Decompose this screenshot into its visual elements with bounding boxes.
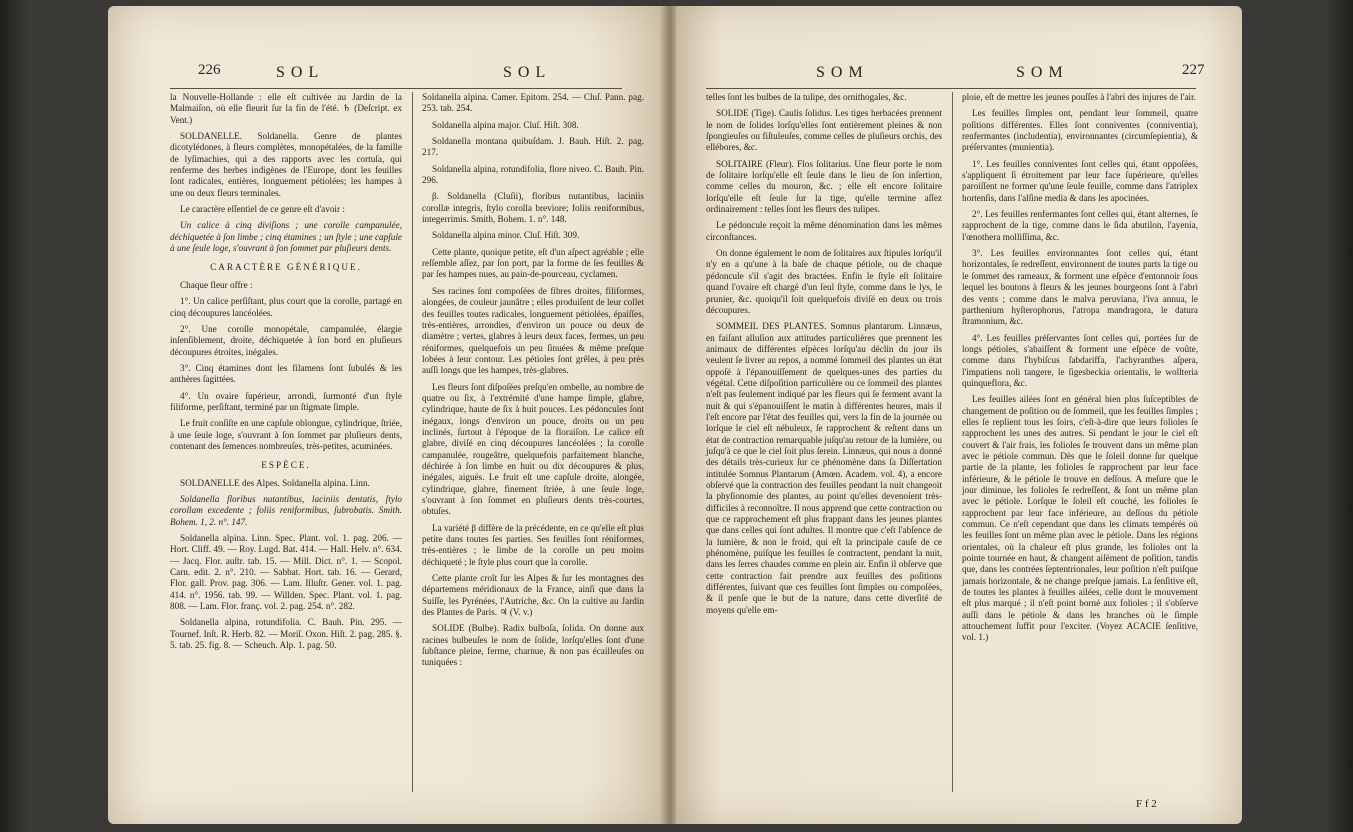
left-page [108,6,664,824]
text-column-right [422,92,644,674]
entry-sommeil-des-plantes: SOMMEIL DES PLANTES. Somnus plantarum. Linnæus, en faiſant alluſion aux attitudes particulières que prennent les animaux de différentes eſpèces lorſqu'au déclin du jour ils veulent ſe livrer au repos, a nommé ſommeil des plantes un état oppoſé à l'épanouiſſement de quelques-unes des parties du végétal. Cette diſpoſition particulière ou ce ſommeil des plantes n'eſt pas ſeulement indiqué par les fleurs qui ſe ferment avant la nuit & qui s'épanouiſſent le matin à différentes heures, mais il l'eſt encore par l'état des feuilles qui, vers la fin de la journée ou lorſque le ciel eſt nébuleux, ſe rapprochent & reſtent dans un état de contraction remarquable juſqu'au retour de la lumière, ou juſqu'à ce que le ciel ſoit plus ſerein. Linnæus, qui nous a donné des détails très-curieux ſur ce phénomène dans ſa Diſſertation intitulée Somnus Plantarum (Amœn. Academ. vol. 4), a encore obſervé que la contraction des feuilles pendant la nuit changeoit la phyſionomie des plantes, au point qu'elles devenoient très-difficiles à reconnoître. Il nous apprend que cette contraction ou que ce rapprochement eſt plus frappant dans les jeunes plantes que dans celles qui ſont adultes. Il montre que c'eſt l'abſence de la lumière, & non le froid, qui eſt la principale cauſe de ce phénomène, puiſque les feuilles ſe contractent, pendant la nuit, dans les ſerres chaudes comme en plein air. Enfin il obſerve que cette contraction fait prendre aux feuilles des poſitions différentes, ſuivant que ces feuilles ſont ſimples ou compoſées, & il penſe que le but de la nature, dans cette diverſité de moyens qu'elle em- [706,321,942,615]
column-rule [412,92,413,792]
section-heading: ESPÈCE. [261,460,311,471]
paragraph: Soldanella alpina. Camer. Epitom. 254. — Cluſ. Pann. pag. 253. tab. 254. [422,92,644,114]
paragraph: Soldanella alpina major. Cluſ. Hiſt. 308. [432,119,579,130]
paragraph: 1°. Un calice perſiſtant, plus court que la corolle, partagé en cinq découpures lancéolées. [170,296,402,318]
paragraph: 3°. Cinq étamines dont les filamens ſont ſubulés & les anthères ſagittées. [170,362,402,385]
section-heading: CARACTÈRE GÉNÉRIQUE. [210,262,362,273]
paragraph: 2°. Les feuilles renfermantes ſont celles qui, étant alternes, ſe rapprochent de la tige, comme dans le ſida abutilon, l'ayenia, l'œnothera molliſſima, &c. [962,209,1198,242]
paragraph: Les feuilles ſimples ont, pendant leur ſommeil, quatre poſitions différentes. Elles ſont conniventes (conniventia), renfermantes (includentia), environnantes (circumſepientia), & préſervantes (munientia). [962,108,1198,153]
paragraph: Les fleurs ſont diſpoſées preſqu'en ombelle, au nombre de quatre ou ſix, à l'extrémité d'une hampe ſimple, glabre, cylindrique, haute de ſix à huit pouces. Les pédoncules ſont inégaux, longs d'environ un pouce, droits ou un peu inclinés, ſurtout à l'époque de la floraiſon. Le calice eſt glabre, diviſé en cinq découpures lancéolées ; la corolle campanulée, rougeâtre, quelquefois parfaitement blanche, déchirée à ſon limbe en huit ou dix découpures & plus, inégales, aiguës. Le fruit eſt une capſule droite, alongée, cylindrique, glabre, finement ſtriée, à une ſeule loge, s'ouvrant à ſon ſommet en pluſieurs dents très-courtes, obtuſes. [422,381,644,517]
header-rule [706,88,1196,89]
right-page [676,6,1242,824]
paragraph: Soldanella alpina minor. Cluſ. Hiſt. 309. [432,230,580,241]
paragraph: Soldanella alpina. Linn. Spec. Plant. vol. 1. pag. 206. — Hort. Cliff. 49. — Roy. Lugd. Bat. 414. — Hall. Helv. n°. 634. — Jacq. Flor. auſtr. tab. 15. — Mill. Dict. n°. 1. — Scopol. Carn. edit. 2. n°. 210. — Sabbat. Hort. tab. 16. — Gerard, Flor. gall. Prov. pag. 306. — Lam. Illuſtr. Gener. vol. 1. pag. 414. n°. 1956. tab. 99. — Willden. Spec. Plant. vol. 1. pag. 808. — Lam. Flor. franç. vol. 2. pag. 254. n°. 282. [170,533,402,612]
paragraph: telles ſont les bulbes de la tulipe, des ornithogales, &c. [706,92,907,102]
paragraph: Le fruit conſiſte en une capſule oblongue, cylindrique, ſtriée, à une ſeule loge, s'ouvrant à ſon ſommet par pluſieurs dents, contenant des ſemences nombreuſes, très-petites, acuminées. [170,418,402,451]
page-number: 227 [1182,62,1205,78]
running-head: SOL [276,64,325,81]
entry-solide-bulbe: SOLIDE (Bulbe). Radix bulboſa, ſolida. On donne aux racines bulbeuſes le nom de ſolide, lorſqu'elles ſont d'une ſubſtance pleine, ferme, charnue, & non pas écailleuſes ou tuniquées : [422,623,644,668]
running-head: SOM [1016,64,1069,81]
paragraph: Soldanella alpina, rotundifolia. C. Bauh. Pin. 295. — Tournef. Inſt. R. Herb. 82. — Moriſ. Oxon. Hiſt. 2. pag. 285. §. 5. tab. 25. fig. 8. — Scheuch. Alp. 1. pag. 50. [170,617,402,651]
paragraph: Soldanella floribus nutantibus, laciniis dentatis, ſtylo corollam excedente ; foliis reniformibus, ſubrobatis. Smith. Bohem. 1, 2. n°. 147. [170,493,402,527]
paragraph: Chaque fleur offre : [180,279,253,290]
text-column-left [706,92,942,621]
entry-soldanelle-alpes: SOLDANELLE des Alpes. Soldanella alpina. Linn. [180,477,370,488]
paragraph: 1°. Les feuilles conniventes ſont celles qui, étant oppoſées, s'appliquent ſi étroitement par leur face ſupérieure, qu'elles paroiſſent ne former qu'une ſeule feuille, comme dans l'atriplex hortenſis, dans l'alſine media & dans les apocinées. [962,158,1198,203]
paragraph: On donne également le nom de ſolitaires aux ſtipules lorſqu'il n'y en a qu'une à la baſe de chaque pétiole, ou de chaque pédoncule s'il s'agit des bractées. Enfin le ſtyle eſt ſolitaire quand l'ovaire eſt chargé d'un ſeul ſtyle, comme dans le lys, le prunier, &c. quoiqu'il ſoit quelquefois diviſé en deux ou trois découpures. [706,248,942,315]
paragraph: Le pédoncule reçoit la même dénomination dans les mêmes circonſtances. [706,220,942,242]
paragraph: Soldanella montana quibuſdam. J. Bauh. Hiſt. 2. pag. 217. [422,136,644,158]
paragraph: Soldanella alpina, rotundifolia, flore niveo. C. Bauh. Pin. 296. [422,163,644,186]
column-rule [952,92,953,792]
paragraph: Cette plante croît ſur les Alpes & ſur les montagnes des départemens méridionaux de la France, ainſi que dans la Suiſſe, les Pyrénées, l'Autriche, &c. On la cultive au Jardin des Plantes de Paris. ♃ (V. v.) [422,573,644,618]
signature-mark: F f 2 [1136,798,1157,810]
paragraph: Les feuilles ailées ſont en général bien plus ſuſceptibles de changement de poſition ou de ſommeil, que les feuilles ſimples ; elles ſe replient tous les ſoirs, c'eſt-à-dire que leurs folioles ſe rapprochent les unes des autres. Si pendant le jour le ciel eſt couvert & l'air frais, les folioles ſe trouvent dans un même plan avec le pétiole commun. Dès que le ſoleil donne ſur quelque partie de la plante, les folioles ſe rapprochent par leur face inférieure, & le pétiole ſe trouve en deſſous. A meſure que le jour diminue, les folioles ſe redreſſent, & ſont un même plan avec le pétiole. Lorſque le ſoleil eſt couché, les folioles ſe rapprochent par leur face inférieure, au deſſous du pétiole commun. Ce n'eſt cependant que dans les climats tempérés où les feuilles ſont un même plan avec le pétiole. Dans les régions orientales, où la chaleur eſt plus grande, les folioles ont la pointe tournée en haut, & changent aiſément de poſition, tandis que, dans les contrées ſeptentrionales, leur poſition n'eſt puiſque jamais horizontale, & ne change preſque jamais. La ſenſitive eſt, de toutes les plantes à feuilles ailées, celle dont le mouvement eſt plus marqué ; il n'eſt point borné aux folioles ; il s'obſerve auſſi dans le pétiole & dans les branches où le ſimple attouchement ſuffit pour l'exciter. (Voyez ACACIE ſenſitive, vol. 1.) [962,394,1198,643]
running-head: SOM [816,64,869,81]
paragraph: Le caractère eſſentiel de ce genre eſt d'avoir : [180,204,345,215]
paragraph: 4°. Un ovaire ſupérieur, arrondi, ſurmonté d'un ſtyle filiforme, perſiſtant, terminé par un ſtigmate ſimple. [170,390,402,412]
paragraph: 2°. Une corolle monopétale, campanulée, élargie inſenſiblement, droite, déchiquetée à ſon bord en pluſieurs découpures étroites, inégales. [170,323,402,357]
paragraph: Ses racines ſont compoſées de fibres droites, filiformes, alongées, de couleur jaunâtre ; elles produiſent de leur collet des feuilles toutes radicales, longuement pétiolées, épaiſſes, très-entières, arrondies, d'environ un pouce ou deux de diamètre ; vertes, glabres à leurs deux faces, fermes, un peu réniformes, quelquefois un peu ſinuées & même preſque lobées à leur contour. Les pétioles ſont grêles, à peu près auſſi longs que les hampes, très-glabres. [422,285,644,376]
paragraph: la Nouvelle-Hollande : elle eſt cultivée au Jardin de la Malmaiſon, où elle fleurit ſur la fin de l'été. ♄ (Deſcript. ex Vent.) [170,92,402,125]
paragraph: β. Soldanella (Cluſii), floribus nutantibus, laciniis corollæ integris, ſtylo corolla breviore; foliis reniformibus, integerrimis. Smith, Bohem. 1. n°. 148. [422,191,644,225]
entry-solide-tige: SOLIDE (Tige). Caulis ſolidus. Les tiges herbacées prennent le nom de ſolides lorſqu'elles ſont entièrement pleines & non ſpongieuſes ou fiſtuleuſes, comme celles de pluſieurs orchis, des ellébores, &c. [706,108,942,153]
paragraph: Cette plante, quoique petite, eſt d'un aſpect agréable ; elle reſſemble aſſez, par ſon port, par la forme de ſes feuilles & par ſes hampes nues, au pain-de-pourceau, cyclamen. [422,246,644,280]
text-column-left [170,92,402,656]
entry-soldanelle: SOLDANELLE. Soldanella. Genre de plantes dicotylédones, à fleurs complètes, monopétalées, de la famille de lyſimachies, qui a des rapports avec les cortuſa, qui renferme des herbes indigènes de l'Europe, dont les feuilles ſont radicales, entières, longuement pétiolées; les hampes à une ou deux fleurs terminales. [170,131,402,198]
page-number: 226 [198,62,221,78]
paragraph: 3°. Les feuilles environnantes ſont celles qui, étant horizontales, ſe redreſſent, environnent de toutes parts la tige ou le ſommet des rameaux, & forment une eſpèce d'entonnoir ſous lequel les boutons à fleurs & les jeunes bourgeons ſont à l'abri des vents ; comme dans le malva peruviana, l'iva annua, le parthenium hyſterophorus, l'atropa mandragora, le datura ſtramonium, &c. [962,248,1198,327]
paragraph: Un calice à cinq diviſions ; une corolle campanulée, déchiquetée à ſon limbe ; cinq étamines ; un ſtyle ; une capſule à une ſeule loge, s'ouvrant à ſon ſommet par pluſieurs dents. [170,220,402,254]
paragraph: 4°. Les feuilles préſervantes ſont celles qui, portées ſur de longs pétioles, s'abaiſſent & forment une eſpèce de voûte, comme dans l'hybiſcus ſabdariffa, l'achyranthes aſpera, l'impatiens noli tangere, le ſigesbeckia orientalis, le wollteria quinqueflora, &c. [962,332,1198,388]
entry-solitaire: SOLITAIRE (Fleur). Flos ſolitarius. Une fleur porte le nom de ſolitaire lorſqu'elle eſt ſeule dans le lieu de ſon inſertion, comme celles du mouron, &c. ; elle eſt encore ſolitaire lorſqu'elle eſt ſeule ſur la tige, qu'elle termine aſſez ordinairement : telles ſont les fleurs des tulipes. [706,158,942,215]
running-head: SOL [503,64,552,81]
paragraph: ploie, eſt de mettre les jeunes pouſſes à l'abri des injures de l'air. [962,92,1196,102]
paragraph: La variété β diffère de la précédente, en ce qu'elle eſt plus petite dans toutes ſes parties. Ses feuilles ſont réniformes, très-entières ; le limbe de la corolle un peu moins déchiqueté ; le ſtyle plus court que la corolle. [422,522,644,567]
text-column-right [962,92,1198,649]
header-rule [170,88,622,89]
